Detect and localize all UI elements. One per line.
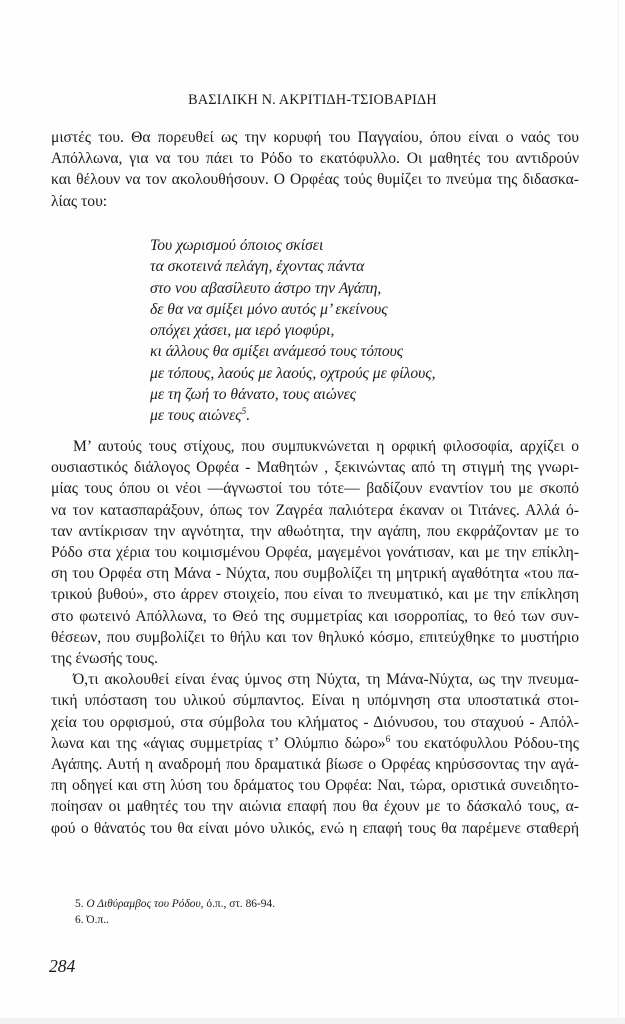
footnote-text: Ό.π.. <box>86 913 109 926</box>
text-line: μίας τους όπου οι νέοι —άγνωστοί του τότε— βαδίζουν εναντίον του με σκοπό <box>51 480 579 498</box>
footnote-number: 6. <box>75 913 84 926</box>
text-line: Μ’ αυτούς τους στίχους, που συμπυκνώνεται η ορφική φιλοσοφία, αρχίζει ο <box>73 438 579 455</box>
footnote-title: Ο Διθύραμβος του Ρόδου <box>86 898 201 910</box>
running-head: ΒΑΣΙΛΙΚΗ Ν. ΑΚΡΙΤΙΔΗ-ΤΣΙΟΒΑΡΙΔΗ <box>188 92 437 108</box>
text-line-with-ref <box>51 733 579 754</box>
text-segment: λωνα και της «άγιας συμμετρίας τ’ Ολύμπιο δώρο» <box>51 734 386 752</box>
text-line: να τον κατασπαράξουν, όπως τον Ζαγρέα παλιότερα έκαναν οι Τιτάνες. Αλλά ό- <box>51 501 579 519</box>
text-line: ουσιαστικός διάλογος Ορφέα - Μαθητών , ξεκινώντας από τη στιγμή της γνωρι- <box>51 459 579 477</box>
text-line: φού ο θάνατός του θα είναι μόνο υλικός, ενώ η επαφή τους θα παρέμενε σταθερή <box>51 819 579 837</box>
footnote-ref-6[interactable]: 6 <box>385 734 391 745</box>
poem-line: με τόπους, λαούς με λαούς, οχτρούς με φίλους, <box>150 364 436 382</box>
text-line: τική υπόσταση του υλικού σύμπαντος. Είναι η υπόμνηση στα υποστατικά στοι- <box>51 692 579 710</box>
footnote-text: , ό.π., στ. 86-94. <box>200 898 276 910</box>
paragraph-2 <box>51 436 579 839</box>
text-line: μιστές του. Θα πορευθεί ως την κορυφή του Παγγαίου, όπου είναι ο ναός του <box>51 129 579 146</box>
text-line: στο φωτεινό Απόλλωνα, το Θεό της συμμετρίας και ισορροπίας, το θεό των συν- <box>51 607 579 625</box>
text-line: και θέλουν να τον ακολουθήσουν. Ο Ορφέας τούς θυμίζει το πνεύμα της διδασκα- <box>51 171 579 189</box>
text-line: ποίησαν οι μαθητές του την αιώνια επαφή που θα έχουν με το δάσκαλό τους, α- <box>51 798 579 816</box>
text-line: Αγάπης. Αυτή η αναδρομή που δραματικά βίωσε ο Ορφέας κηρύσσοντας την αγά- <box>51 756 579 774</box>
text-line: πη οδηγεί και στη λύση του δράματος του Ορφέα: Ναι, τώρα, οριστικά συνειδητο- <box>51 777 579 795</box>
poem-line: κι άλλους θα σμίξει ανάμεσό τους τόπους <box>150 343 404 361</box>
footnotes <box>75 897 275 929</box>
text-line: της ένωσής τους. <box>51 650 158 668</box>
text-line: ση του Ορφέα στη Μάνα - Νύχτα, που συμβολίζει τη μητρική αγαθότητα «του πα- <box>51 565 579 583</box>
footnote-5 <box>75 897 275 913</box>
scan-bottom-edge <box>0 1018 625 1024</box>
poem-line: στο νου αβασίλευτο άστρο την Αγάπη, <box>150 279 382 297</box>
page-number: 284 <box>49 956 76 976</box>
text-line: θέσεων, που συμβολίζει το θήλυ και τον θηλυκό κόσμο, επιτεύχθηκε το μυστήριο <box>51 628 579 646</box>
footnote-ref-5[interactable]: 5 <box>241 407 247 418</box>
text-line: λίας του: <box>51 192 108 210</box>
poem-line: με τη ζωή το θάνατο, τους αιώνες <box>150 386 357 404</box>
text-line: Ρόδο στα χέρια του κοιμισμένου Ορφέα, μαγεμένοι γονάτισαν, και με την επίκλη- <box>51 544 579 562</box>
poem-line-text: με τους αιώνες <box>150 407 242 425</box>
text-line: Ό,τι ακολουθεί είναι ένας ύμνος στη Νύχτα, τη Μάνα-Νύχτα, ως την πνευμα- <box>73 671 579 689</box>
poem-line: δε θα να σμίξει μόνο αυτός μ’ εκείνους <box>150 300 388 318</box>
page-edge <box>618 0 619 1024</box>
poem-line: Του χωρισμού όποιος σκίσει <box>150 237 324 254</box>
poem-line: οπόχει χάσει, μα ιερό γιοφύρι, <box>150 322 335 340</box>
text-segment: του εκατόφυλλου Ρόδου-της <box>390 734 579 752</box>
text-line: ταν αντίκρισαν την αγνότητα, την αθωότητα, την αγάπη, που εκφράζονταν με το <box>51 522 579 540</box>
footnote-6 <box>75 913 275 929</box>
poem-period: . <box>246 407 251 425</box>
footnote-number: 5. <box>75 898 84 910</box>
text-line: τρικού βυθού», στο άρρεν στοιχείο, που είναι το πνευματικό, και με την επίκληση <box>51 586 579 604</box>
poem-line-last <box>150 405 436 426</box>
paragraph-1 <box>51 127 579 212</box>
text-line: χεία του ορφισμού, στα σύμβολα του κλήματος - Διόνυσου, του σταχυού - Απόλ- <box>51 713 579 731</box>
text-line: Απόλλωνα, για να του πάει το Ρόδο το εκατόφυλλο. Οι μαθητές του αντιδρούν <box>51 150 579 168</box>
poem-quotation <box>150 235 436 427</box>
poem-line: τα σκοτεινά πελάγη, έχοντας πάντα <box>150 258 365 276</box>
